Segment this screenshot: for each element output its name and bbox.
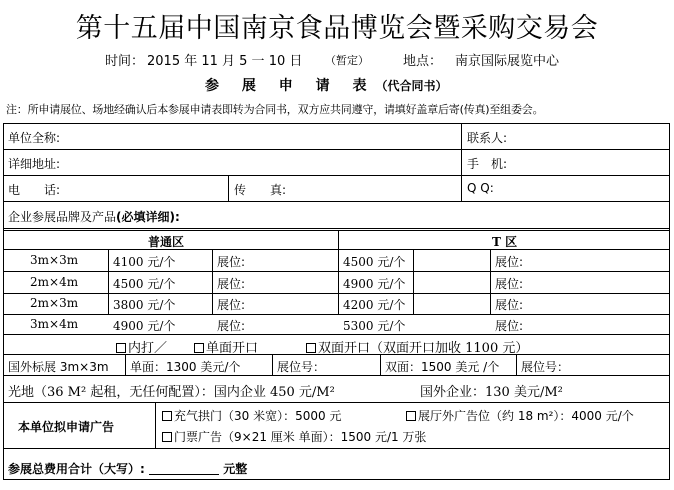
ad-ticket[interactable]	[162, 428, 426, 445]
products-field[interactable]	[8, 208, 180, 225]
inner-mark: ／	[154, 341, 168, 356]
t-booth-field[interactable]: 展位:	[495, 277, 524, 291]
place-label: 地点：	[403, 54, 443, 69]
address-field[interactable]: 详细地址:	[8, 157, 61, 171]
t-price: 4900 元/个	[343, 277, 406, 291]
inner-checkbox[interactable]	[116, 343, 126, 353]
total-amount-blank[interactable]	[149, 462, 219, 475]
regular-price: 4500 元/个	[113, 277, 176, 291]
double-checkbox[interactable]	[306, 343, 316, 353]
mobile-field[interactable]: 手 机:	[467, 157, 508, 171]
company-field[interactable]: 单位全称:	[8, 131, 61, 145]
outdoor-checkbox[interactable]	[406, 411, 416, 421]
booth-size: 3m×4m	[30, 317, 79, 331]
form-title-note: （代合同书）	[375, 79, 448, 93]
time-note: （暂定）	[325, 54, 369, 67]
t-booth-field[interactable]: 展位:	[495, 298, 524, 312]
raw-space-domestic: 光地（36 M² 起租，无任何配置）：国内企业 450 元/M²	[8, 385, 335, 400]
regular-booth-field[interactable]: 展位:	[217, 319, 246, 333]
products-label: 企业参展品牌及产品	[8, 210, 117, 224]
option-double[interactable]	[306, 337, 528, 356]
single-checkbox[interactable]	[194, 343, 204, 353]
zone-t-header: T 区	[492, 235, 518, 249]
double-label: 双面开口（双面开口加收 1100 元）	[318, 341, 529, 356]
regular-booth-field[interactable]: 展位:	[217, 298, 246, 312]
option-inner[interactable]	[116, 337, 167, 356]
time-label: 时间：	[105, 54, 145, 69]
form-title-text: 参 展 申 请 表	[205, 78, 376, 94]
booth-size: 2m×4m	[30, 275, 79, 289]
form-note: 注：所申请展位、场地经确认后本参展申请表即转为合同书，双方应共同遵守，请填好盖章后寄(传真)至组委会。	[6, 103, 544, 116]
t-price: 4200 元/个	[343, 298, 406, 312]
inner-label: 内打	[128, 341, 155, 356]
form-title	[205, 75, 448, 95]
ticket-checkbox[interactable]	[162, 432, 172, 442]
qq-field[interactable]: Q Q:	[467, 181, 494, 195]
time-value: 2015 年 11 月 5 一 10 日	[147, 54, 303, 69]
regular-booth-field[interactable]: 展位:	[217, 255, 246, 269]
t-booth-field[interactable]: 展位:	[495, 255, 524, 269]
ad-arch[interactable]	[162, 407, 341, 424]
single-label: 单面开口	[206, 341, 259, 356]
regular-price: 4100 元/个	[113, 255, 176, 269]
t-price: 4500 元/个	[343, 255, 406, 269]
t-price: 5300 元/个	[343, 319, 406, 333]
option-single[interactable]	[194, 337, 258, 356]
ticket-label: 门票广告（9×21 厘米 单面）：1500 元/1 万张	[174, 430, 427, 444]
contact-person-field[interactable]: 联系人:	[467, 131, 508, 145]
outdoor-label: 展厅外广告位（约 18 m²）：4000 元/个	[418, 409, 634, 423]
t-booth-field[interactable]: 展位:	[495, 319, 524, 333]
intl-double: 双面：1500 美元 /个	[385, 360, 500, 374]
phone-field[interactable]: 电 话:	[8, 183, 61, 197]
place-value: 南京国际展览中心	[455, 54, 560, 69]
intl-single: 单面：1300 美元/个	[130, 360, 241, 374]
arch-label: 充气拱门（30 米宽）：5000 元	[174, 409, 342, 423]
arch-checkbox[interactable]	[162, 411, 172, 421]
booth-size: 2m×3m	[30, 296, 79, 310]
regular-price: 3800 元/个	[113, 298, 176, 312]
ad-outdoor[interactable]	[406, 407, 634, 424]
regular-price: 4900 元/个	[113, 319, 176, 333]
products-note: (必填详细):	[116, 210, 180, 224]
total-field[interactable]	[8, 460, 247, 477]
regular-booth-field[interactable]: 展位:	[217, 277, 246, 291]
intl-label: 国外标展 3m×3m	[8, 360, 109, 374]
fax-field[interactable]: 传 真:	[234, 183, 287, 197]
raw-space-foreign: 国外企业：130 美元/M²	[420, 385, 563, 400]
intl-booth-field[interactable]: 展位号：	[277, 360, 326, 374]
total-label: 参展总费用合计（大写）:	[8, 462, 145, 476]
ads-label: 本单位拟申请广告	[18, 420, 115, 434]
total-suffix: 元整	[223, 462, 248, 476]
zone-regular-header: 普通区	[148, 235, 185, 249]
page-title: 第十五届中国南京食品博览会暨采购交易会	[75, 13, 599, 44]
intl-booth-field-2[interactable]: 展位号：	[521, 360, 570, 374]
booth-size: 3m×3m	[30, 253, 79, 267]
